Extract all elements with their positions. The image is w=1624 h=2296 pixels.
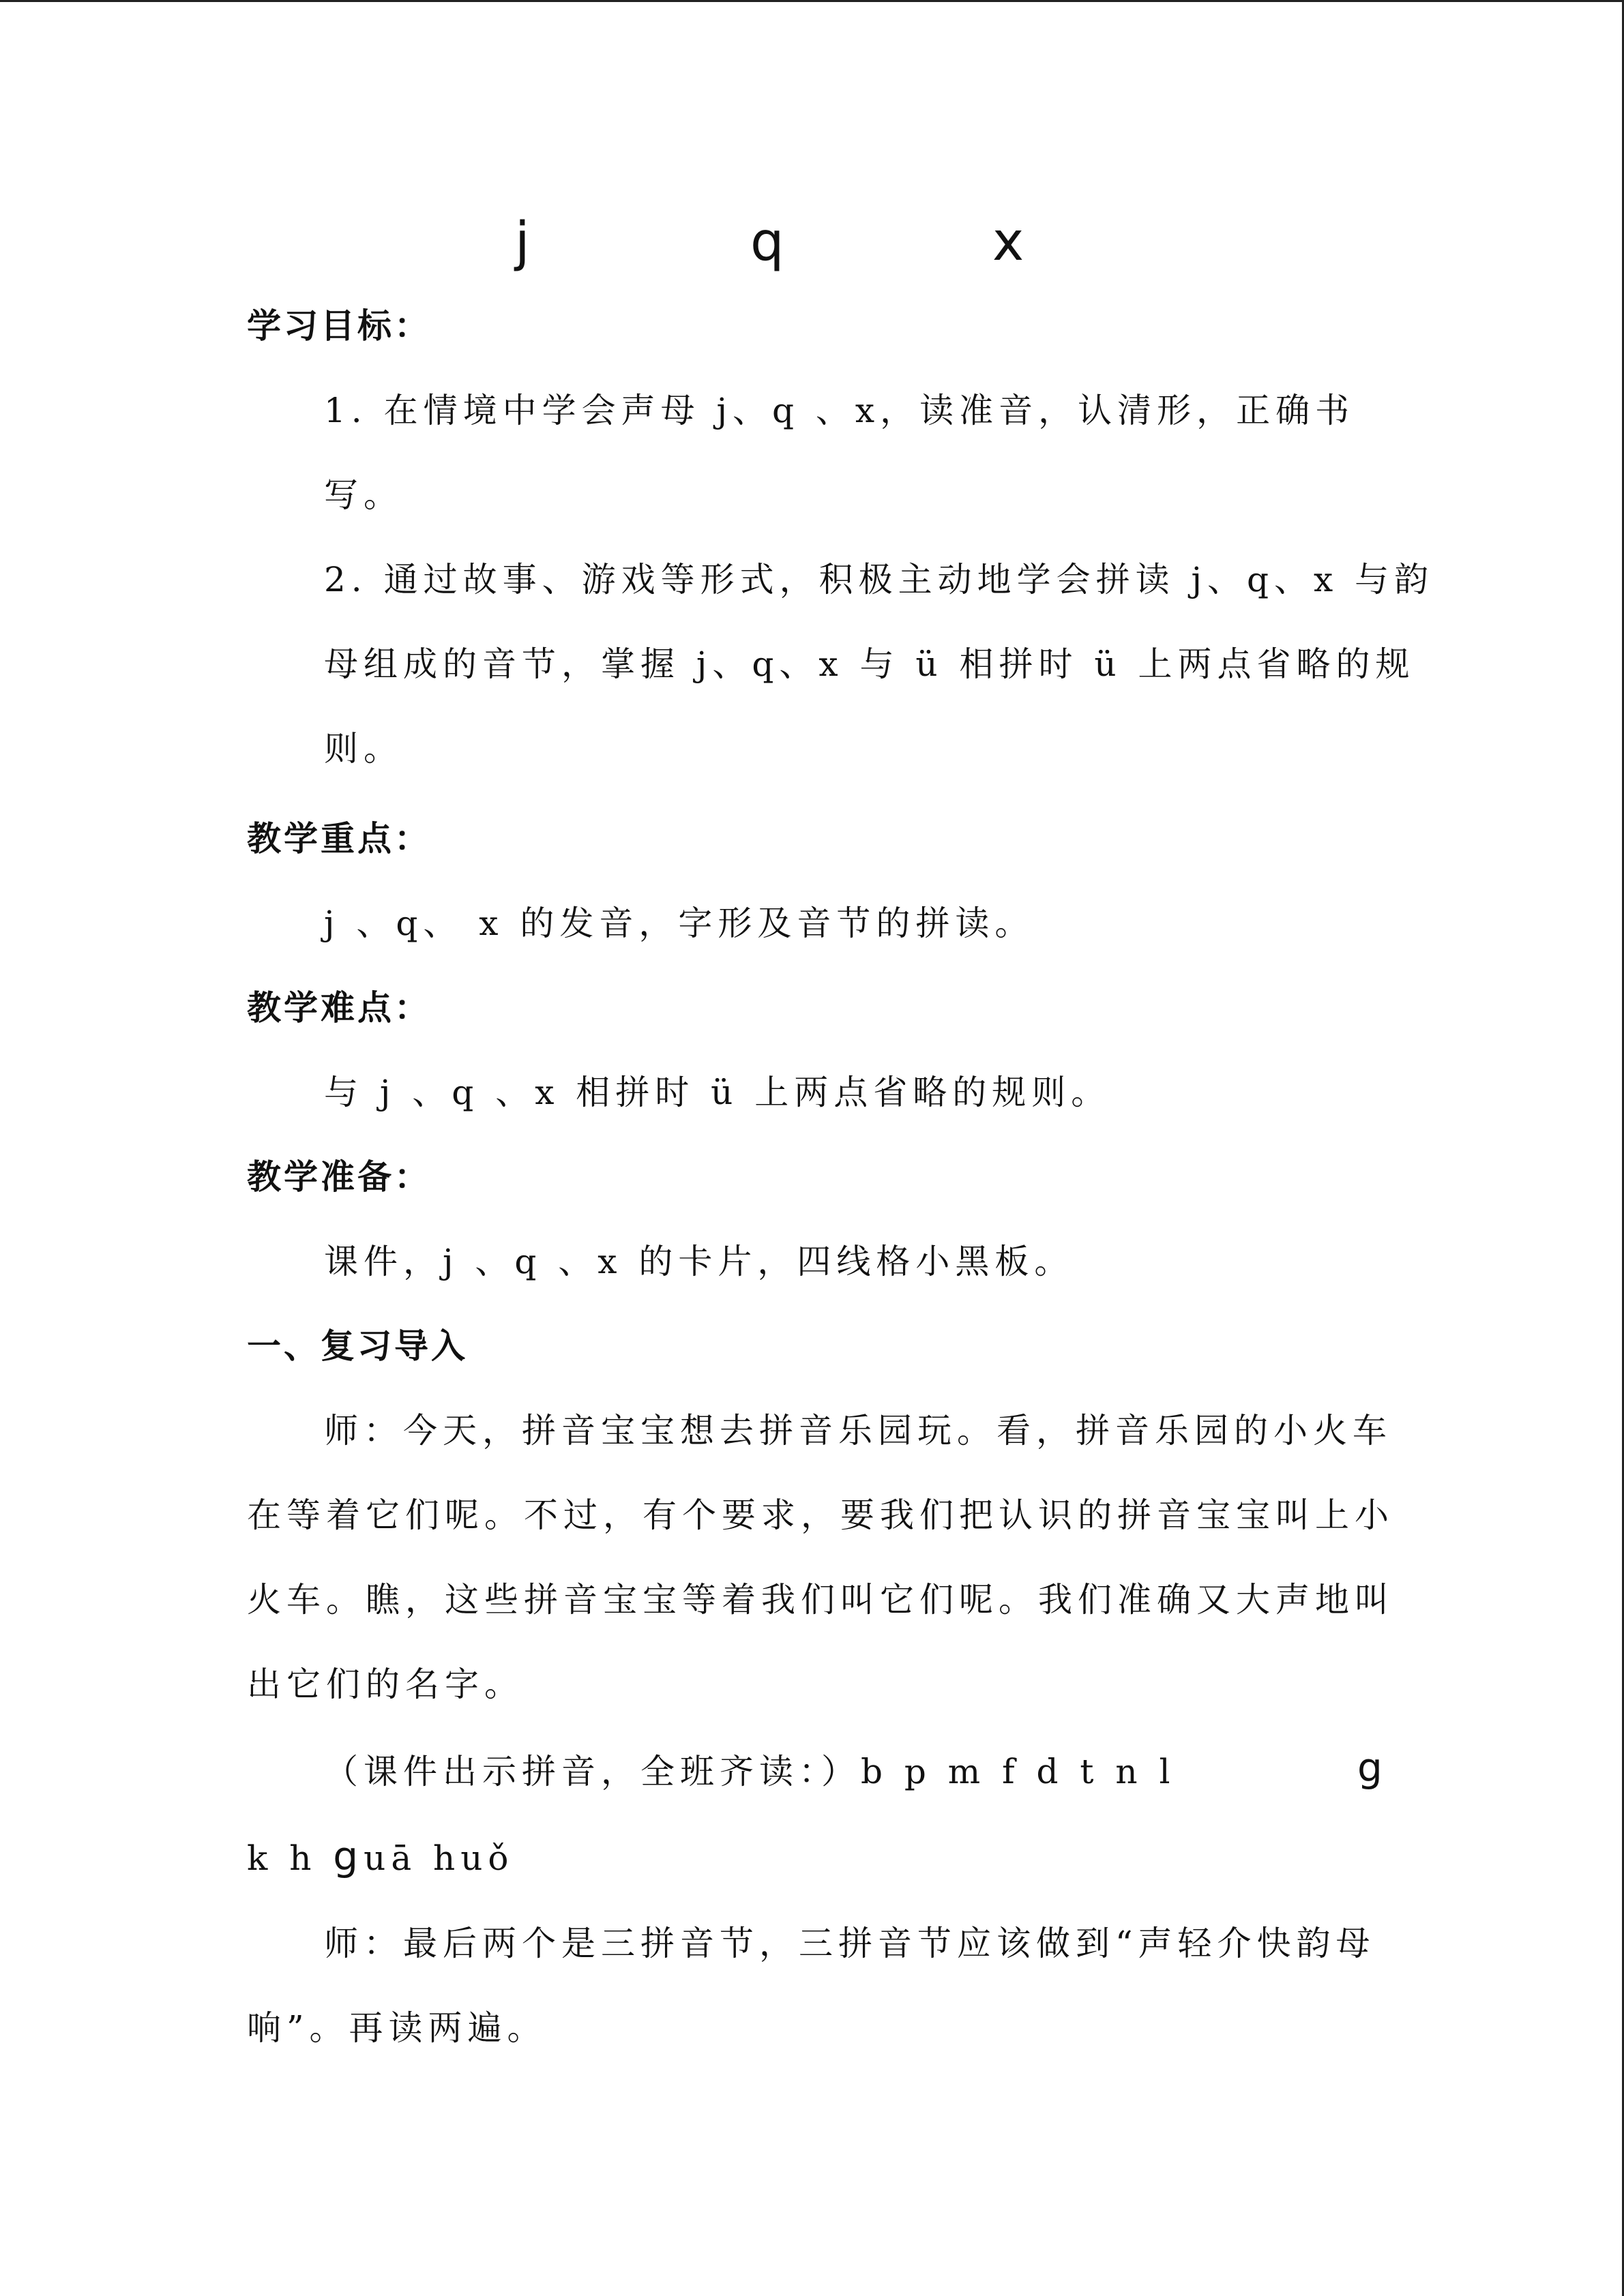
review-para3-line-1: 师：最后两个是三拼音节，三拼音节应该做到“声轻介快韵母 [324,1924,1376,1963]
difficulties-text: 与 j 、q 、x 相拼时 ü 上两点省略的规则。 [324,1073,1111,1112]
title-letter-j: j [515,211,530,273]
review-para1-line-4: 出它们的名字。 [247,1665,524,1704]
review-heading: 一、复习导入 [247,1326,468,1366]
key-points-heading: 教学重点： [247,819,431,859]
review-para1-line-3: 火车。瞧，这些拼音宝宝等着我们叫它们呢。我们准确又大声地叫 [247,1580,1394,1620]
objective-1-line-1: 1. 在情境中学会声母 j、q 、x，读准音，认清形，正确书 [324,391,1355,430]
objective-2-line-3: 则。 [324,729,403,769]
review-para2-line-1 [324,1751,1175,1792]
objectives-heading: 学习目标： [247,306,431,346]
pinyin-syllables: uā huǒ [364,1838,514,1878]
review-para1-line-2: 在等着它们呢。不过，有个要求，要我们把认识的拼音宝宝叫上小 [247,1495,1394,1535]
objective-1-line-2: 写。 [324,475,403,515]
pinyin-list-text: （课件出示拼音，全班齐读：）b p m f d t n l [324,1752,1176,1791]
key-points-text: j 、q、 x 的发音，字形及音节的拼读。 [324,904,1035,943]
top-border [0,0,1624,2]
title-letter-q: q [750,211,784,273]
review-para2-line-2 [247,1833,514,1879]
title-letter-x: x [992,211,1024,273]
difficulties-heading: 教学难点： [247,988,431,1028]
pinyin-k-h: k h [247,1838,334,1878]
objective-2-line-2: 母组成的音节，掌握 j、q、x 与 ü 相拼时 ü 上两点省略的规 [324,644,1415,684]
preparation-heading: 教学准备： [247,1157,431,1197]
pinyin-g-syllable-start: g [333,1833,364,1879]
objective-2-line-1: 2. 通过故事、游戏等形式，积极主动地学会拼读 j、q、x 与韵 [324,560,1434,599]
pinyin-g-letter: g [1357,1744,1388,1791]
review-para3-line-2: 响”。再读两遍。 [247,2008,547,2048]
review-para1-line-1: 师：今天，拼音宝宝想去拼音乐园玩。看，拼音乐园的小火车 [324,1411,1392,1450]
preparation-text: 课件，j 、q 、x 的卡片，四线格小黑板。 [324,1242,1074,1281]
